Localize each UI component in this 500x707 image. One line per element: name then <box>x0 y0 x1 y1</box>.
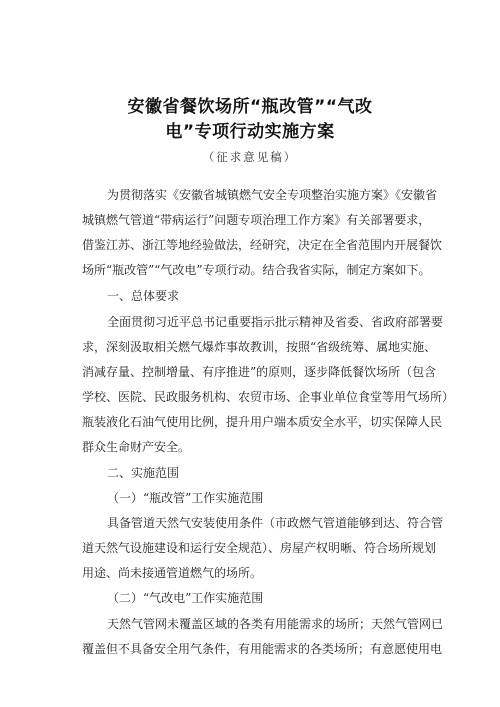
paragraph-line: 全面贯彻习近平总书记重要指示批示精神及省委、省政府部署要 <box>107 315 444 329</box>
paragraph-line: 场所“瓶改管”“气改电”专项行动。结合我省实际，制定方案如下。 <box>82 263 431 277</box>
paragraph-line: 用途、尚未接通管道燃气的场所。 <box>82 566 263 580</box>
paragraph-line: 天然气管网未覆盖区域的各类有用能需求的场所；天然气管网已 <box>107 617 444 631</box>
paragraph-line: 群众生命财产安全。 <box>82 440 191 454</box>
paragraph-line: 覆盖但不具备安全用气条件，有用能需求的各类场所；有意愿使用电 <box>82 642 443 656</box>
section-heading: 一、总体要求 <box>107 289 180 303</box>
subsection-heading: （一）“瓶改管”工作实施范围 <box>107 491 264 505</box>
paragraph-line: 为贯彻落实《安徽省城镇燃气安全专项整治实施方案》《安徽省 <box>107 188 438 202</box>
paragraph-line: 瓶装液化石油气使用比例，提升用户端本质安全水平，切实保障人民 <box>82 415 443 429</box>
paragraph-line: 学校、医院、民政服务机构、农贸市场、企事业单位食堂等用气场所） <box>82 390 455 404</box>
paragraph-line: 求，深刻汲取相关燃气爆炸事故教训，按照“省级统筹、属地实施、 <box>82 340 437 354</box>
document-subtitle: （征求意见稿） <box>202 150 298 164</box>
document-title-line-1: 安徽省餐饮场所“瓶改管”“气改 <box>127 97 373 117</box>
paragraph-line: 具备管道天然气安装使用条件（市政燃气管道能够到达、符合管 <box>107 516 444 530</box>
subsection-heading: （二）“气改电”工作实施范围 <box>107 591 264 605</box>
paragraph-line: 道天然气设施建设和运行安全规范）、房屋产权明晰、符合场所规划 <box>82 541 437 555</box>
paragraph-line: 借鉴江苏、浙江等地经验做法，经研究，决定在全省范围内开展餐饮 <box>82 238 443 252</box>
paragraph-line: 城镇燃气管道“带病运行”问题专项治理工作方案》有关部署要求， <box>82 213 431 227</box>
section-heading: 二、实施范围 <box>107 466 180 480</box>
document-title-line-2: 电”专项行动实施方案 <box>165 122 335 142</box>
paragraph-line: 消减存量、控制增量、有序推进”的原则，逐步降低餐饮场所（包含 <box>82 365 437 379</box>
